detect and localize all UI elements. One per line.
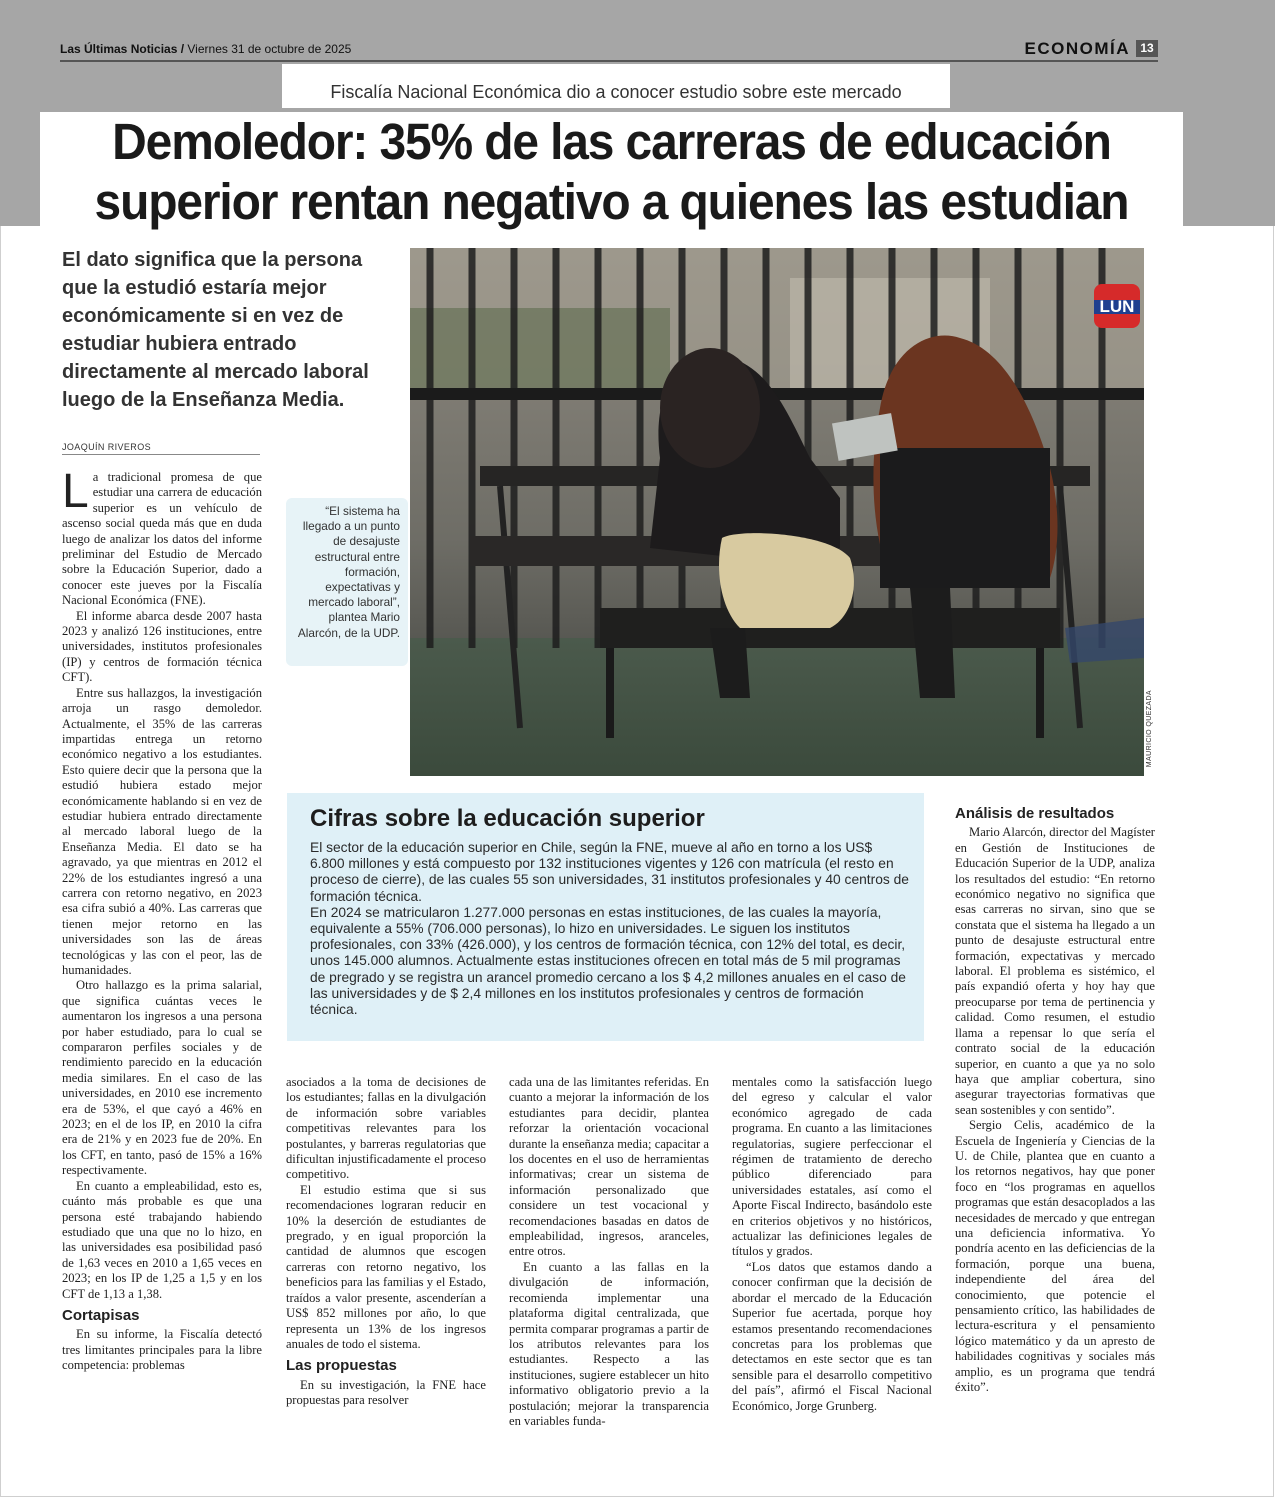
factbox-paragraph: El sector de la educación superior en Chile, según la FNE, mueve al año en torno a los US$ 6.800 millones y está compuesto por 132 instituciones vigentes y 126 con matrícula (el resto en proceso de cierre), de las cuales 55 son universidades, 31 institutos profesionales y 40 centros de formación técnica. (310, 840, 909, 904)
paragraph: La tradicional promesa de que estudiar una carrera de educación superior es un vehículo de ascenso social queda más que en duda luego de analizar los datos del informe preliminar del Estudio de Mercado sobre la Educación Superior, dado a conocer este jueves por la Fiscalía Nacional Económica (FNE). (62, 465, 262, 608)
lun-logo-text: LUN (1099, 297, 1135, 316)
headline (74, 112, 1148, 230)
article-column-2 (286, 1075, 486, 1409)
paragraph: cada una de las limitantes referidas. En cuanto a mejorar la información de los estudiantes para decidir, plantea reforzar la orientación vocacional durante la enseñanza media; capacitar a los docentes en el uso de herramientas informativas; crear un sistema de información personalizado que considere un test vocacional y recomendaciones basadas en datos de empleabilidad, ingresos, aranceles, entre otros. (509, 1075, 709, 1259)
paragraph: asociados a la toma de decisiones de los estudiantes; fallas en la divulgación de información sobre variables competitivas relevantes para los postulantes, y barreras regulatorias que dificultan injustificadamente el proceso competitivo. (286, 1075, 486, 1182)
article-column-1 (62, 465, 262, 1374)
section-heading-analisis: Análisis de resultados (955, 805, 1115, 822)
section-heading-cortapisas: Cortapisas (62, 1306, 140, 1324)
paragraph: Sergio Celis, académico de la Escuela de Ingeniería y Ciencias de la U. de Chile, plantea que en cuanto a los retornos negativos, hay que poner foco en “los programas en aquellos programas que están desacoplados a las necesidades de mercado y que entregan una deficiencia informativa. Yo pondría acento en las deficiencias de la formación, porque una buena, independiente del área del conocimiento, que potencie el pensamiento crítico, las habilidades de lectura-escritura y el pensamiento lógico matemático y da un apresto de habilidades cognitivas y sociales más amplio, es un programa que tendrá éxito”. (955, 1118, 1155, 1395)
paragraph: En su informe, la Fiscalía detectó tres limitantes principales para la libre competencia: problemas (62, 1327, 262, 1373)
headline-line-2: superior rentan negativo a quienes las estudian (94, 173, 1129, 230)
article-column-4 (732, 1075, 932, 1414)
paragraph: mentales como la satisfacción luego del egreso y calcular el valor económico agregado de cada programa. En cuanto a las limitaciones regulatorias, sugiere perfeccionar el régimen de tratamiento de derecho público diferenciado para universidades estatales, así como el Aporte Fiscal Indirecto, basándolo este en criterios objetivos y no históricos, actualizar las definiciones legales de títulos y grados. (732, 1075, 932, 1259)
subheadline: El dato significa que la persona que la estudió estaría mejor económicamente si en vez de estudiar hubiera entrado directamente al mercado laboral luego de la Enseñanza Media. (62, 249, 369, 411)
paragraph: Mario Alarcón, director del Magíster en Gestión de Instituciones de Educación Superior de la UDP, analiza los resultados del estudio: “En retorno económico negativo no significa que esas carreras no sirvan, sino que se constata que el sistema ha llegado a un punto de desajuste estructural entre formación, expectativas y mercado laboral. El problema es sistémico, el país expandió oferta y hoy hay que preocuparse por tema de pertinencia y calidad. Como resumen, el estudio llama a repensar lo que sería el contrato social de la educación superior, en cuanto a que ya no solo haya que ampliar cobertura, sino asegurar trayectorias formativas que sean sostenibles y con sentido”. (955, 825, 1155, 1117)
paragraph: Entre sus hallazgos, la investigación arroja un rasgo demoledor. Actualmente, el 35% de las carreras impartidas entrega un retorno económico negativo a los estudiantes. Esto quiere decir que la persona que la estudió hubiera estado mejor económicamente hablando si en vez de estudiar hubiera entrado directamente al mercado laboral luego de la Enseñanza Media. El dato se ha agravado, ya que mientras en 2012 el 22% de los estudiantes ingresó a una carrera con retorno negativo, en 2023 esa cifra subió a 40%. Las carreras que tienen mejor retorno en las universidades son las de áreas tecnológicas y las con el peor, las de humanidades. (62, 685, 262, 977)
paragraph: En su investigación, la FNE hace propuestas para resolver (286, 1377, 486, 1408)
students-photo-illustration (410, 248, 1144, 776)
kicker: Fiscalía Nacional Económica dio a conocer estudio sobre este mercado (282, 64, 950, 108)
factbox-body (310, 840, 910, 1018)
article-column-5 (955, 806, 1155, 1395)
news-photo (410, 248, 1144, 776)
photo-credit: MAURICIO QUEZADA (1146, 690, 1153, 768)
section-heading-propuestas: Las propuestas (286, 1357, 397, 1375)
pullquote-text: “El sistema ha llegado a un punto de desajuste estructural entre formación, expectativas y mercado laboral”, plantea Mario Alarcón, de la UDP. (297, 504, 400, 640)
paragraph: En cuanto a las fallas en la divulgación de información, recomienda implementar una plataforma digital centralizada, que permita comparar programas a partir de los atributos relevantes para los estudiantes. Respecto a las instituciones, sugiere establecer un hito informativo obligatorio previo a la postulación; mejorar la transparencia en variables funda- (509, 1259, 709, 1428)
masthead-left: Las Últimas Noticias / Viernes 31 de octubre de 2025 (60, 42, 352, 56)
masthead (60, 39, 1158, 62)
paragraph: El informe abarca desde 2007 hasta 2023 y analizó 126 instituciones, entre universidades, institutos profesionales (IP) y centros de formación técnica CFT). (62, 608, 262, 685)
page-number: 13 (1136, 40, 1158, 57)
paragraph: “Los datos que estamos dando a conocer confirman que la decisión de abordar el mercado de la Educación Superior fue acertada, porque hoy estamos presentando recomendaciones concretas para los problemas que detectamos en este sector que es tan sensible para el desarrollo competitivo del país”, afirmó el Fiscal Nacional Económico, Jorge Grunberg. (732, 1259, 932, 1413)
article-column-3 (509, 1075, 709, 1429)
paragraph: En cuanto a empleabilidad, esto es, cuánto más probable es que una persona esté trabajando habiendo estudiado que una que no lo hizo, en las universidades esa posibilidad pasó de 1,63 veces en 2010 a 1,65 veces en 2023; en los IP de 1,25 a 1,5 y en los CFT de 1,13 a 1,38. (62, 1178, 262, 1301)
drop-cap: L (62, 465, 89, 518)
factbox-paragraph: En 2024 se matricularon 1.277.000 personas en estas instituciones, de las cuales la mayoría, equivalente a 55% (706.000 personas), lo hizo en universidades. Le siguen los institutos profesionales, con 33% (426.000), y los centros de formación técnica, con 12% del total, es decir, unos 145.000 alumnos. Actualmente estas instituciones ofrecen en total más de 5 mil programas de pregrado y se registra un arancel promedio cercano a los $ 4,2 millones anuales en el caso de las universidades y de $ 2,4 millones en los institutos profesionales y centros de formación técnica. (310, 904, 906, 1018)
byline: JOAQUÍN RIVEROS (62, 442, 260, 455)
publication-date: Viernes 31 de octubre de 2025 (187, 42, 352, 56)
paragraph: El estudio estima que si sus recomendaciones lograran reducir en 10% la deserción de estudiantes de pregrado, y en igual proporción la cantidad de alumnos que escogen carreras con retorno negativo, los beneficios para las familias y el Estado, traídos a valor presente, ascenderían a US$ 852 millones por año, lo que representa un 13% de los ingresos anuales de todo el sistema. (286, 1182, 486, 1351)
section-name: ECONOMÍA (1024, 39, 1130, 58)
publication-name: Las Últimas Noticias (60, 42, 178, 56)
factbox-title: Cifras sobre la educación superior (310, 805, 705, 832)
paragraph: Otro hallazgo es la prima salarial, que significa cuántas veces le aumentaron los ingresos a una persona por haber estudiado, para lo cual se compararon perfiles sociales y de rendimiento parecido en la educación media similares. En el caso de las universidades, en 2010 ese incremento era de 53%, el que cayó a 46% en 2023; en el de los IP, en 2010 la cifra era de 21% y en 2023 fue de 20%. En los CFT, en tanto, pasó de 15% a 16% respectivamente. (62, 978, 262, 1178)
headline-line-1: Demoledor: 35% de las carreras de educación (112, 113, 1111, 170)
